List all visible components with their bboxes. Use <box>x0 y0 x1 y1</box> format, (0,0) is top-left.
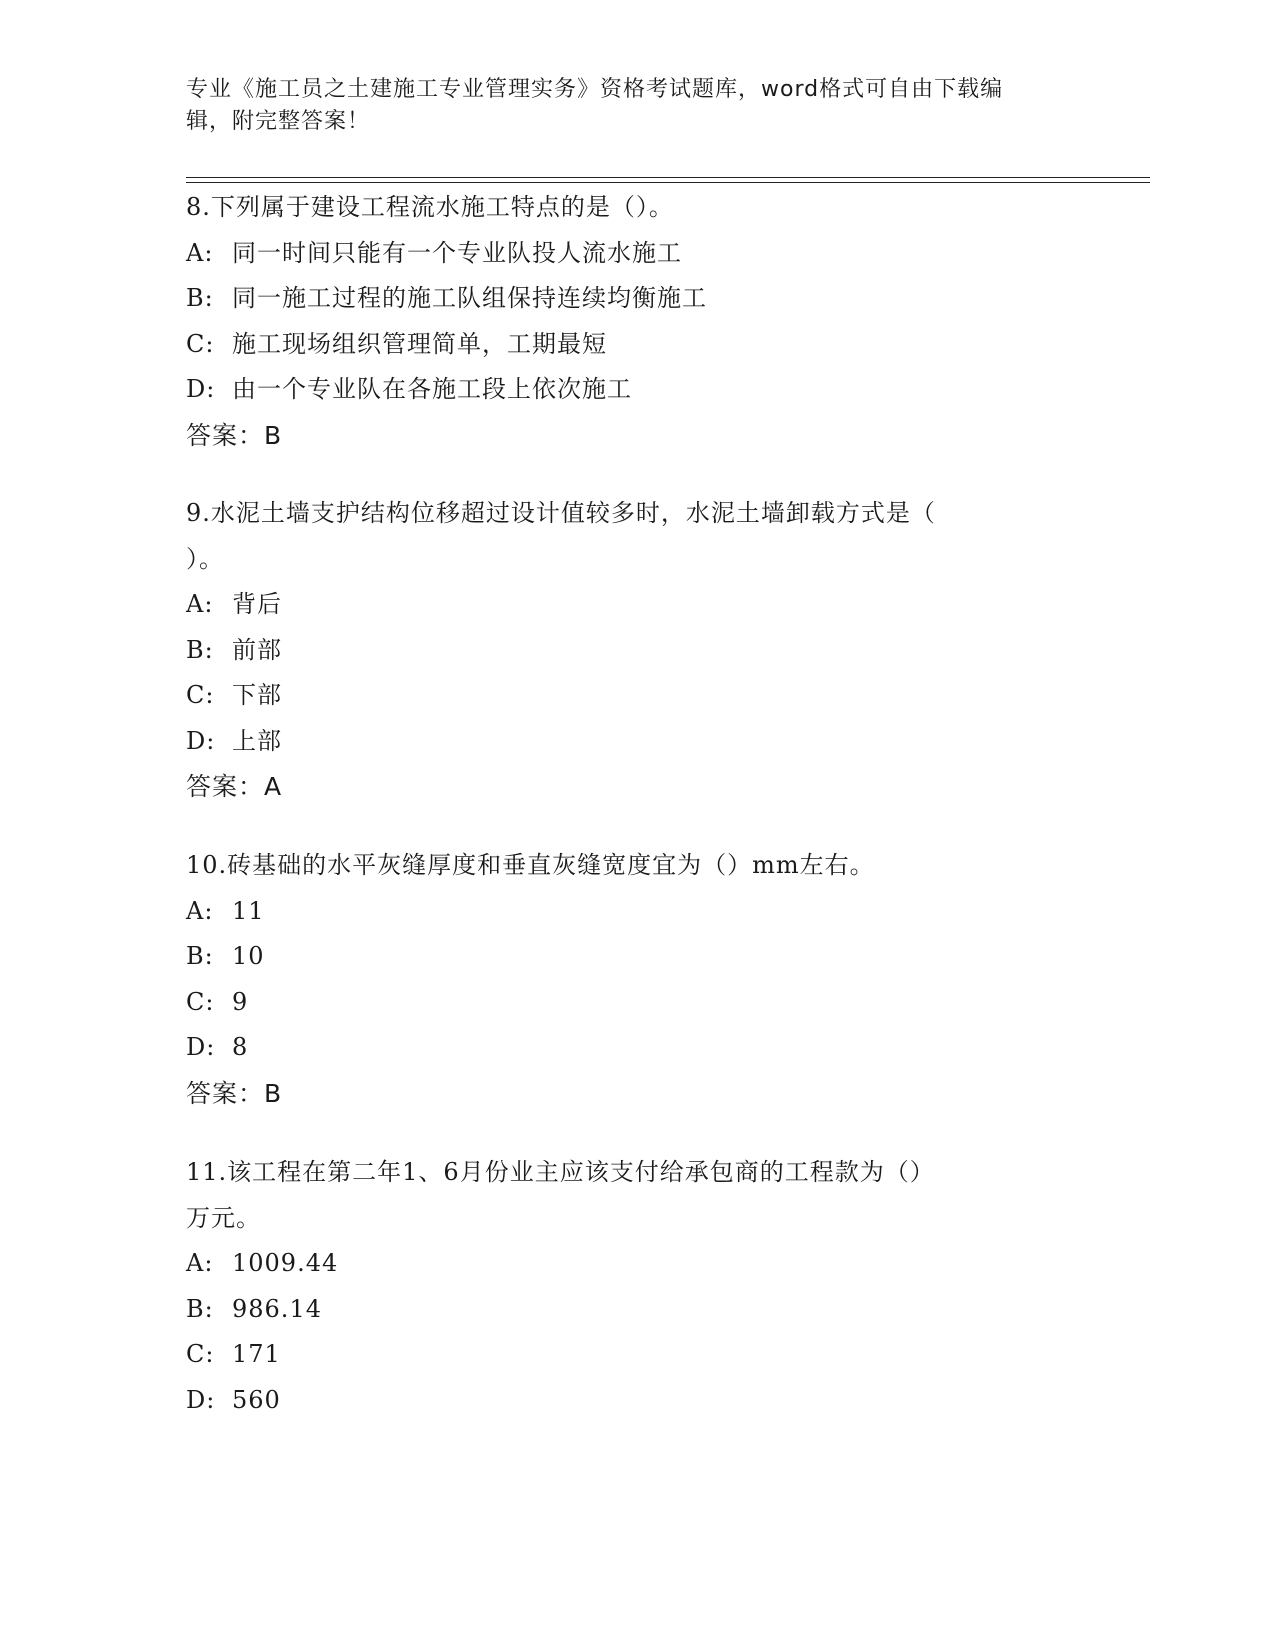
option-text: 171 <box>232 1340 281 1368</box>
header-line-2: 辑，附完整答案！ <box>186 109 371 134</box>
option-label: B: <box>186 942 214 970</box>
option-text: 1009.44 <box>232 1249 339 1277</box>
option-a <box>186 231 1066 277</box>
document-header <box>186 74 1066 138</box>
option-b <box>186 628 1066 674</box>
option-label: A: <box>186 896 214 925</box>
option-label: A: <box>186 1249 214 1277</box>
option-a <box>186 1241 1066 1287</box>
option-label: A: <box>186 590 214 618</box>
option-b <box>186 1287 1066 1333</box>
header-divider-bottom <box>186 182 1150 183</box>
question-9 <box>186 491 1066 810</box>
option-d <box>186 1025 1066 1071</box>
option-c <box>186 980 1066 1026</box>
option-label: C: <box>186 329 215 358</box>
option-text: 11 <box>232 896 265 925</box>
question-stem: 8.下列属于建设工程流水施工特点的是（）。 <box>186 193 674 221</box>
option-text: 下部 <box>232 681 282 709</box>
option-label: C: <box>186 987 215 1016</box>
question-stem: 10.砖基础的水平灰缝厚度和垂直灰缝宽度宜为（）mm左右。 <box>186 851 875 879</box>
option-label: B: <box>186 1294 214 1323</box>
option-d <box>186 719 1066 765</box>
option-label: C: <box>186 681 215 709</box>
option-label: B: <box>186 635 214 664</box>
option-label: D: <box>186 1385 216 1414</box>
option-text: 8 <box>232 1033 249 1061</box>
option-label: C: <box>186 1340 215 1368</box>
option-label: D: <box>186 375 216 403</box>
option-c <box>186 673 1066 719</box>
header-line-1: 专业《施工员之土建施工专业管理实务》资格考试题库，word格式可自由下载编 <box>186 77 1004 102</box>
question-11 <box>186 1150 1066 1423</box>
option-text: 前部 <box>232 635 282 664</box>
option-label: D: <box>186 1033 216 1061</box>
option-text: 背后 <box>232 590 282 618</box>
question-8 <box>186 185 1066 458</box>
option-b <box>186 276 1066 322</box>
header-divider-top <box>186 177 1150 178</box>
option-text: 560 <box>232 1385 281 1414</box>
option-text: 由一个专业队在各施工段上依次施工 <box>232 375 632 403</box>
option-label: D: <box>186 726 216 755</box>
option-d <box>186 1378 1066 1424</box>
option-a <box>186 582 1066 628</box>
option-text: 986.14 <box>232 1294 322 1323</box>
question-stem-continued: ）。 <box>186 544 224 573</box>
option-text: 10 <box>232 942 265 970</box>
option-d <box>186 367 1066 413</box>
question-stem-continued: 万元。 <box>186 1203 261 1232</box>
answer-line: 答案：B <box>186 420 283 450</box>
answer-line: 答案：A <box>186 772 283 801</box>
question-stem: 11.该工程在第二年1、6月份业主应该支付给承包商的工程款为（） <box>186 1158 935 1186</box>
option-c <box>186 322 1066 368</box>
option-b <box>186 934 1066 980</box>
answer-line: 答案：B <box>186 1078 283 1108</box>
option-label: B: <box>186 284 214 312</box>
question-stem: 9.水泥土墙支护结构位移超过设计值较多时，水泥土墙卸载方式是（ <box>186 499 936 527</box>
option-text: 同一施工过程的施工队组保持连续均衡施工 <box>232 284 707 312</box>
option-text: 同一时间只能有一个专业队投人流水施工 <box>232 238 682 267</box>
question-10 <box>186 843 1066 1116</box>
option-c <box>186 1332 1066 1378</box>
option-label: A: <box>186 238 214 267</box>
option-a <box>186 889 1066 935</box>
option-text: 施工现场组织管理简单，工期最短 <box>232 329 607 358</box>
option-text: 上部 <box>232 726 282 755</box>
option-text: 9 <box>232 987 249 1016</box>
